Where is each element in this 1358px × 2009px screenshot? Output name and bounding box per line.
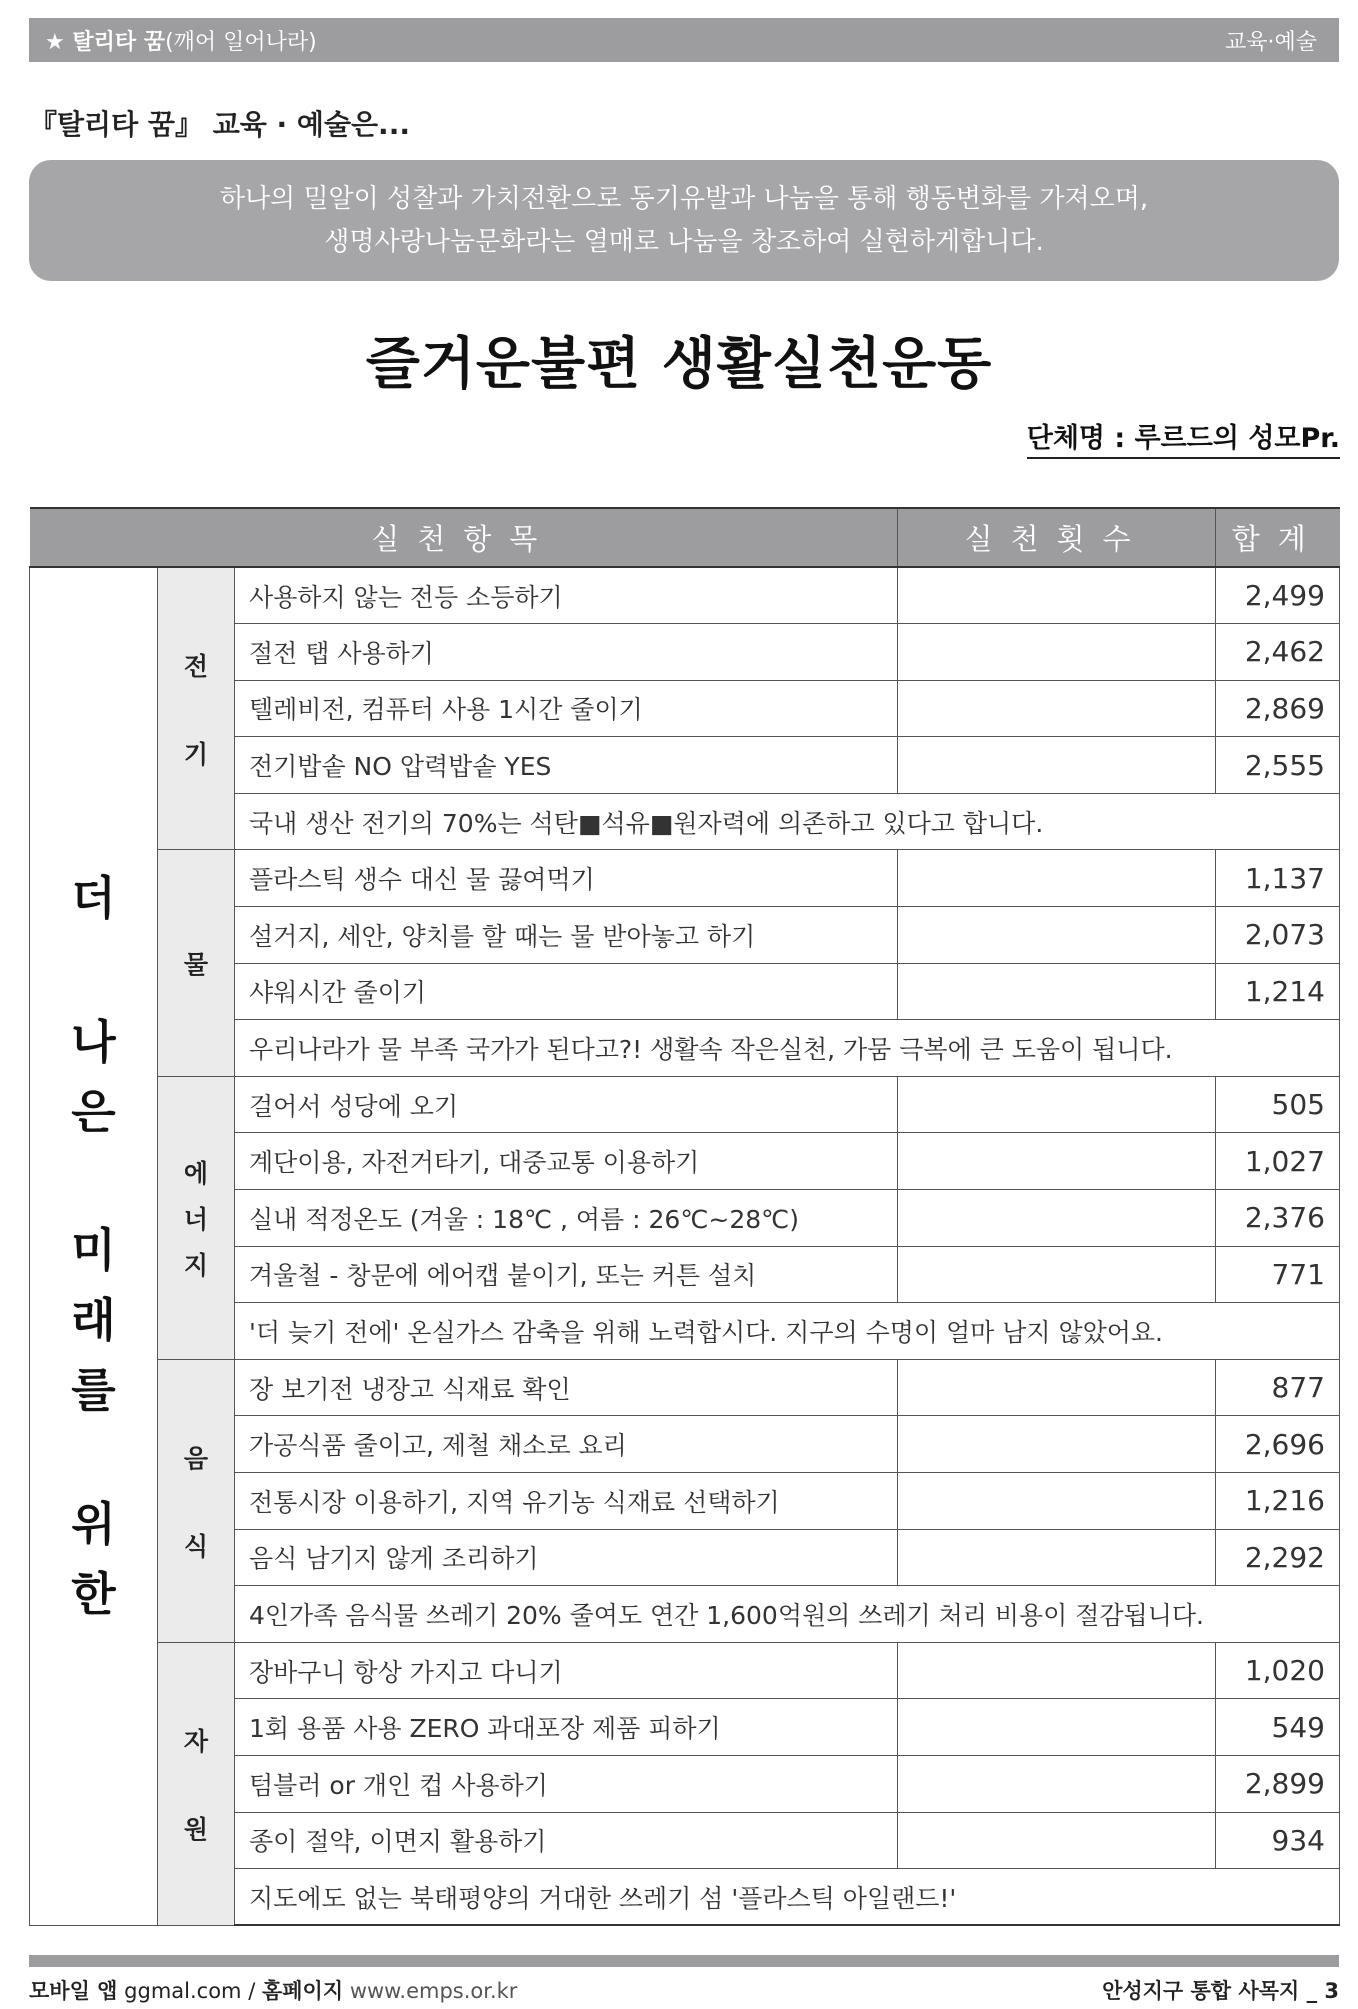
practice-item: 장 보기전 냉장고 식재료 확인 [235, 1359, 898, 1416]
practice-total: 2,073 [1216, 907, 1340, 964]
practice-item: 텀블러 or 개인 컵 사용하기 [235, 1755, 898, 1812]
side-label [30, 567, 158, 1925]
practice-count-cell [898, 1473, 1216, 1530]
category-cell [158, 1076, 235, 1359]
category-note: 우리나라가 물 부족 국가가 된다고?! 생활속 작은실천, 가뭄 극복에 큰 도움이 됩니다. [235, 1020, 1340, 1077]
intro-line-1: 하나의 밀알이 성찰과 가치전환으로 동기유발과 나눔을 통해 행동변화를 가져오며, [219, 183, 1149, 214]
practice-item: 계단이용, 자전거타기, 대중교통 이용하기 [235, 1133, 898, 1190]
page-info: 안성지구 통합 사목지 _ 3 [1102, 1979, 1339, 2003]
home-label: 홈페이지 [261, 1979, 344, 2003]
series-name: ★ 탈리타 꿈 [45, 29, 166, 55]
practice-count-cell [898, 680, 1216, 737]
practice-total: 934 [1216, 1812, 1340, 1869]
series-title [45, 25, 317, 56]
practice-count-cell [898, 963, 1216, 1020]
table-row [30, 567, 1340, 624]
category-char: 전 [183, 651, 209, 681]
practice-item: 설거지, 세안, 양치를 할 때는 물 받아놓고 하기 [235, 907, 898, 964]
category-cell [158, 850, 235, 1076]
footer-separator: / [248, 1979, 256, 2003]
practice-count-cell [898, 850, 1216, 907]
category-cell [158, 567, 235, 850]
practice-count-cell [898, 1642, 1216, 1699]
practice-total: 1,216 [1216, 1473, 1340, 1530]
category-char: 음 [183, 1443, 209, 1473]
practice-count-cell [898, 1755, 1216, 1812]
practice-total: 2,462 [1216, 624, 1340, 681]
category-label [159, 647, 233, 771]
practice-total: 2,376 [1216, 1190, 1340, 1247]
side-label-char: 더 [71, 871, 116, 926]
practice-total: 1,137 [1216, 850, 1340, 907]
side-label-char: 나 [71, 1015, 116, 1070]
practice-table [29, 507, 1340, 1926]
top-banner [29, 18, 1339, 62]
table-row [30, 850, 1340, 907]
practice-count-cell [898, 907, 1216, 964]
practice-count-cell [898, 1812, 1216, 1869]
practice-item: 플라스틱 생수 대신 물 끓여먹기 [235, 850, 898, 907]
header-items: 실천항목 [30, 508, 898, 567]
table-row [30, 1076, 1340, 1133]
side-label-char: 미 [71, 1223, 116, 1278]
category-label [159, 1154, 233, 1282]
category-label [159, 1722, 233, 1846]
category-char: 물 [183, 950, 209, 980]
app-label: 모바일 앱 [29, 1979, 118, 2003]
side-label-char: 은 [71, 1085, 116, 1140]
practice-total: 771 [1216, 1246, 1340, 1303]
side-label-char: 래 [71, 1293, 116, 1348]
practice-item: 음식 남기지 않게 조리하기 [235, 1529, 898, 1586]
header-total: 합계 [1216, 508, 1340, 567]
practice-total: 1,214 [1216, 963, 1340, 1020]
footer-bar [29, 1955, 1339, 1967]
category-char: 기 [183, 739, 209, 769]
practice-count-cell [898, 1416, 1216, 1473]
home-url[interactable]: www.emps.or.kr [349, 1979, 518, 2003]
practice-total: 2,555 [1216, 737, 1340, 794]
practice-count-cell [898, 1133, 1216, 1190]
practice-item: 장바구니 항상 가지고 다니기 [235, 1642, 898, 1699]
practice-item: 텔레비전, 컴퓨터 사용 1시간 줄이기 [235, 680, 898, 737]
practice-total: 1,020 [1216, 1642, 1340, 1699]
intro-line-2: 생명사랑나눔문화라는 열매로 나눔을 창조하여 실현하게합니다. [324, 226, 1044, 257]
side-label-char: 위 [71, 1497, 116, 1552]
practice-item: 겨울철 - 창문에 에어캡 붙이기, 또는 커튼 설치 [235, 1246, 898, 1303]
practice-total: 2,899 [1216, 1755, 1340, 1812]
practice-count-cell [898, 1246, 1216, 1303]
practice-item: 전통시장 이용하기, 지역 유기농 식재료 선택하기 [235, 1473, 898, 1530]
category-char: 지 [183, 1250, 209, 1280]
practice-total: 2,292 [1216, 1529, 1340, 1586]
practice-count-cell [898, 1190, 1216, 1247]
practice-item: 1회 용품 사용 ZERO 과대포장 제품 피하기 [235, 1699, 898, 1756]
category-label [159, 1439, 233, 1563]
practice-total: 1,027 [1216, 1133, 1340, 1190]
side-label-char: 한 [71, 1567, 116, 1622]
footer [29, 1975, 1339, 2005]
practice-item: 절전 탭 사용하기 [235, 624, 898, 681]
category-note: 4인가족 음식물 쓰레기 20% 줄여도 연간 1,600억원의 쓰레기 처리 비용이 절감됩니다. [235, 1586, 1340, 1643]
practice-count-cell [898, 1529, 1216, 1586]
table-row [30, 1642, 1340, 1699]
practice-item: 걸어서 성당에 오기 [235, 1076, 898, 1133]
category-note: '더 늦기 전에' 온실가스 감축을 위해 노력합시다. 지구의 수명이 얼마 남지 않았어요. [235, 1303, 1340, 1360]
practice-item: 전기밥솥 NO 압력밥솥 YES [235, 737, 898, 794]
practice-item: 종이 절약, 이면지 활용하기 [235, 1812, 898, 1869]
app-url[interactable]: ggmal.com [124, 1979, 242, 2003]
header-count: 실천횟수 [898, 508, 1216, 567]
page-title: 즐거운불편 생활실천운동 [365, 332, 993, 397]
intro-box [29, 160, 1339, 281]
practice-count-cell [898, 1699, 1216, 1756]
series-subtitle: (깨어 일어나라) [165, 29, 317, 55]
table-header-row [30, 508, 1340, 567]
side-label-char: 를 [71, 1363, 116, 1418]
category-label: 교육·예술 [1224, 29, 1317, 55]
section-title: 『탈리타 꿈』 교육 · 예술은... [29, 108, 410, 141]
practice-item: 가공식품 줄이고, 제철 채소로 요리 [235, 1416, 898, 1473]
category-note: 국내 생산 전기의 70%는 석탄■석유■원자력에 의존하고 있다고 합니다. [235, 793, 1340, 850]
side-label-chars [31, 871, 156, 1622]
practice-count-cell [898, 1076, 1216, 1133]
practice-item: 실내 적정온도 (겨울 : 18℃ , 여름 : 26℃~28℃) [235, 1190, 898, 1247]
category-char: 원 [183, 1814, 209, 1844]
practice-count-cell [898, 624, 1216, 681]
category-cell [158, 1359, 235, 1642]
practice-item: 샤워시간 줄이기 [235, 963, 898, 1020]
footer-links [29, 1975, 517, 2005]
practice-total: 877 [1216, 1359, 1340, 1416]
practice-total: 2,869 [1216, 680, 1340, 737]
practice-item: 사용하지 않는 전등 소등하기 [235, 567, 898, 624]
practice-total: 505 [1216, 1076, 1340, 1133]
category-char: 에 [183, 1158, 209, 1188]
practice-count-cell [898, 1359, 1216, 1416]
group-name: 단체명 : 루르드의 성모Pr. [1027, 416, 1340, 459]
category-char: 식 [183, 1531, 209, 1561]
table-row [30, 1359, 1340, 1416]
practice-count-cell [898, 567, 1216, 624]
table-body [30, 567, 1340, 1925]
practice-count-cell [898, 737, 1216, 794]
category-char: 자 [183, 1726, 209, 1756]
practice-total: 549 [1216, 1699, 1340, 1756]
practice-total: 2,499 [1216, 567, 1340, 624]
category-label [159, 945, 233, 981]
category-cell [158, 1642, 235, 1925]
category-note: 지도에도 없는 북태평양의 거대한 쓰레기 섬 '플라스틱 아일랜드!' [235, 1869, 1340, 1926]
category-char: 너 [183, 1204, 209, 1234]
practice-total: 2,696 [1216, 1416, 1340, 1473]
